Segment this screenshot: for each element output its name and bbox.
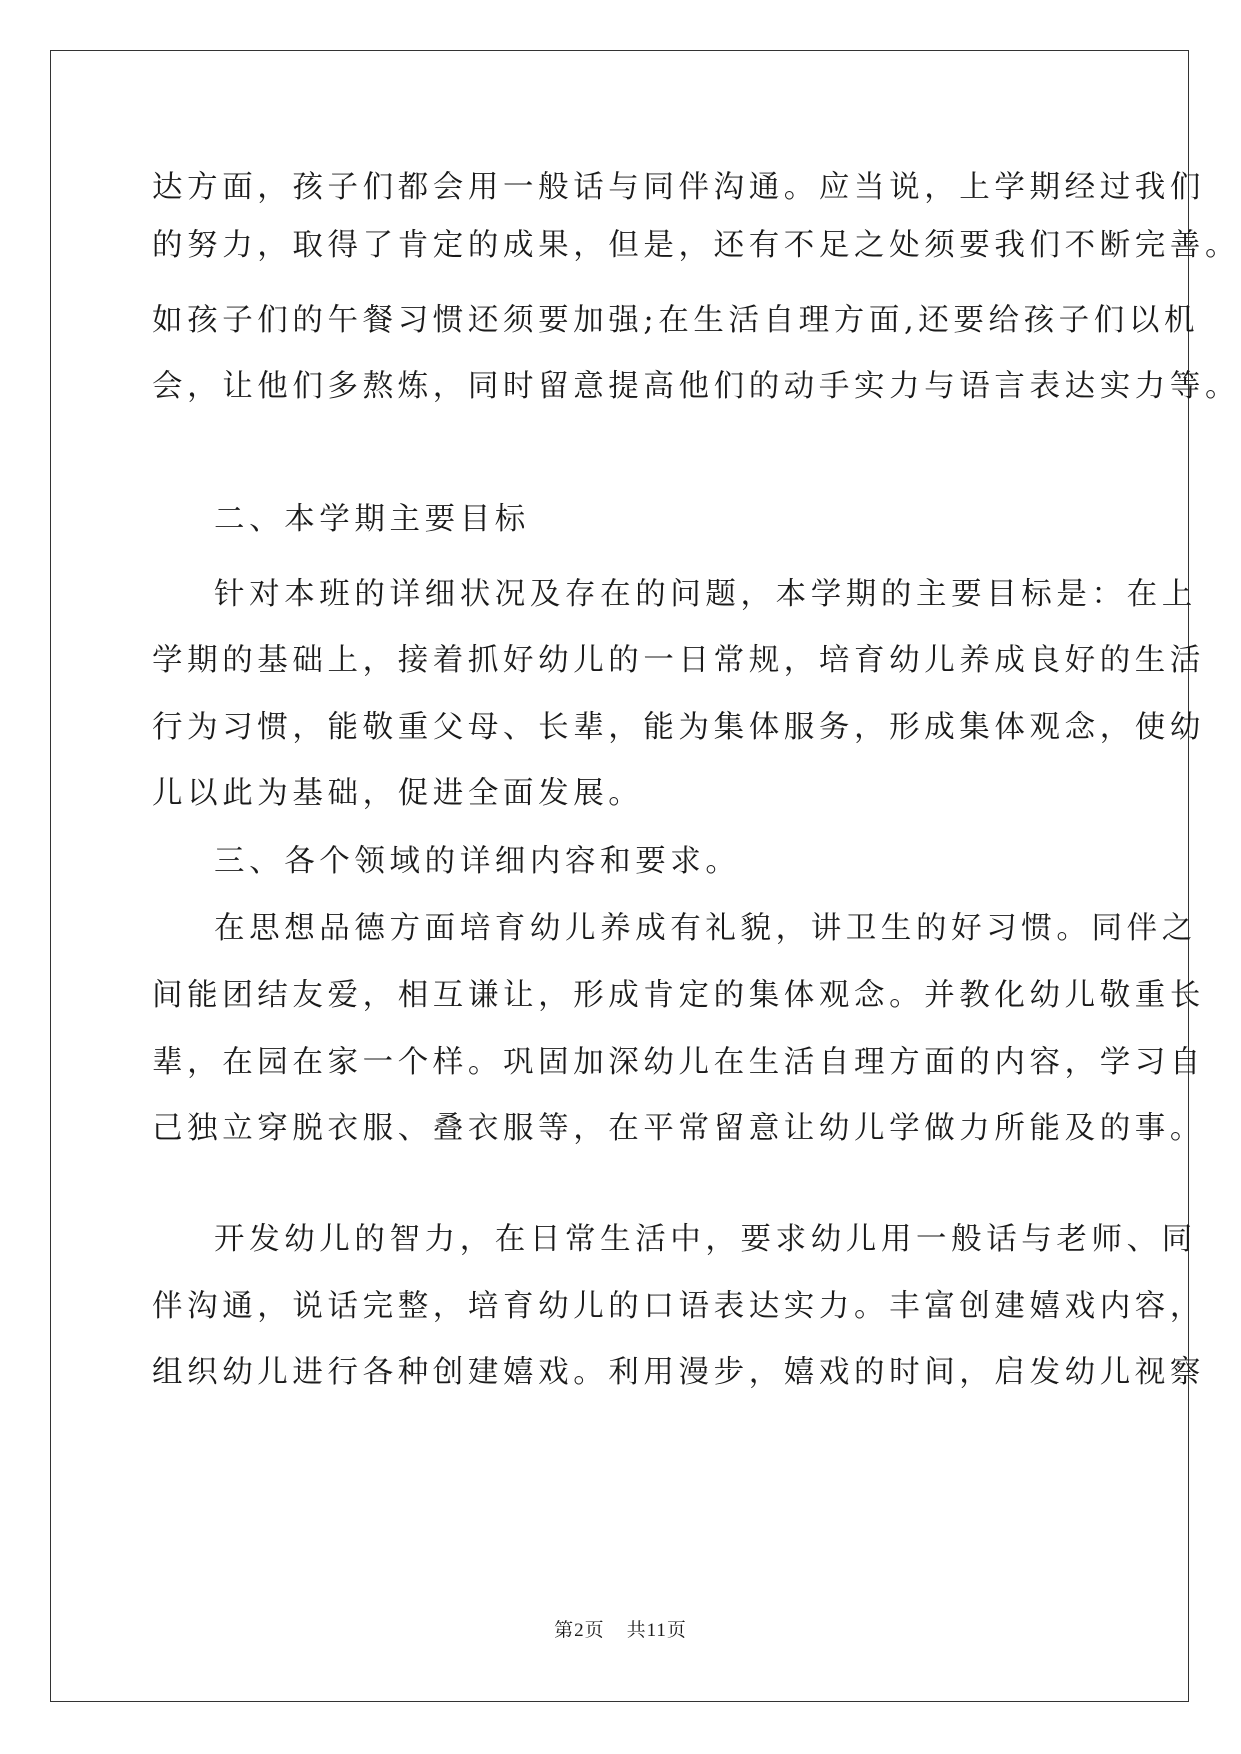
text-line: 的努力，取得了肯定的成果，但是，还有不足之处须要我们不断完善。 xyxy=(152,228,1241,263)
text-line: 间能团结友爱，相互谦让，形成肯定的集体观念。并教化幼儿敬重长 xyxy=(152,978,1205,1013)
page-footer xyxy=(0,1615,1241,1642)
page-number: 第2页 xyxy=(554,1620,605,1641)
section-heading: 三、各个领域的详细内容和要求。 xyxy=(214,844,741,879)
section-heading: 二、本学期主要目标 xyxy=(214,502,530,537)
text-line: 己独立穿脱衣服、叠衣服等，在平常留意让幼儿学做力所能及的事。 xyxy=(152,1111,1205,1146)
text-line: 会，让他们多熬炼，同时留意提高他们的动手实力与语言表达实力等。 xyxy=(152,369,1241,404)
text-line: 开发幼儿的智力，在日常生活中，要求幼儿用一般话与老师、同 xyxy=(214,1222,1197,1257)
text-line: 儿以此为基础，促进全面发展。 xyxy=(152,776,644,811)
page-total: 共11页 xyxy=(626,1620,687,1641)
text-line: 学期的基础上，接着抓好幼儿的一日常规，培育幼儿养成良好的生活 xyxy=(152,643,1205,678)
text-line: 如孩子们的午餐习惯还须要加强;在生活自理方面,还要给孩子们以机 xyxy=(152,303,1200,338)
text-line: 行为习惯，能敬重父母、长辈，能为集体服务，形成集体观念，使幼 xyxy=(152,710,1205,745)
text-line: 达方面，孩子们都会用一般话与同伴沟通。应当说，上学期经过我们 xyxy=(152,170,1205,205)
text-line: 在思想品德方面培育幼儿养成有礼貌，讲卫生的好习惯。同伴之 xyxy=(214,911,1197,946)
text-line: 组织幼儿进行各种创建嬉戏。利用漫步，嬉戏的时间，启发幼儿视察 xyxy=(152,1355,1205,1390)
text-line: 辈，在园在家一个样。巩固加深幼儿在生活自理方面的内容，学习自 xyxy=(152,1045,1205,1080)
text-line: 针对本班的详细状况及存在的问题，本学期的主要目标是：在上 xyxy=(214,577,1197,612)
text-line: 伴沟通，说话完整，培育幼儿的口语表达实力。丰富创建嬉戏内容， xyxy=(152,1289,1205,1324)
